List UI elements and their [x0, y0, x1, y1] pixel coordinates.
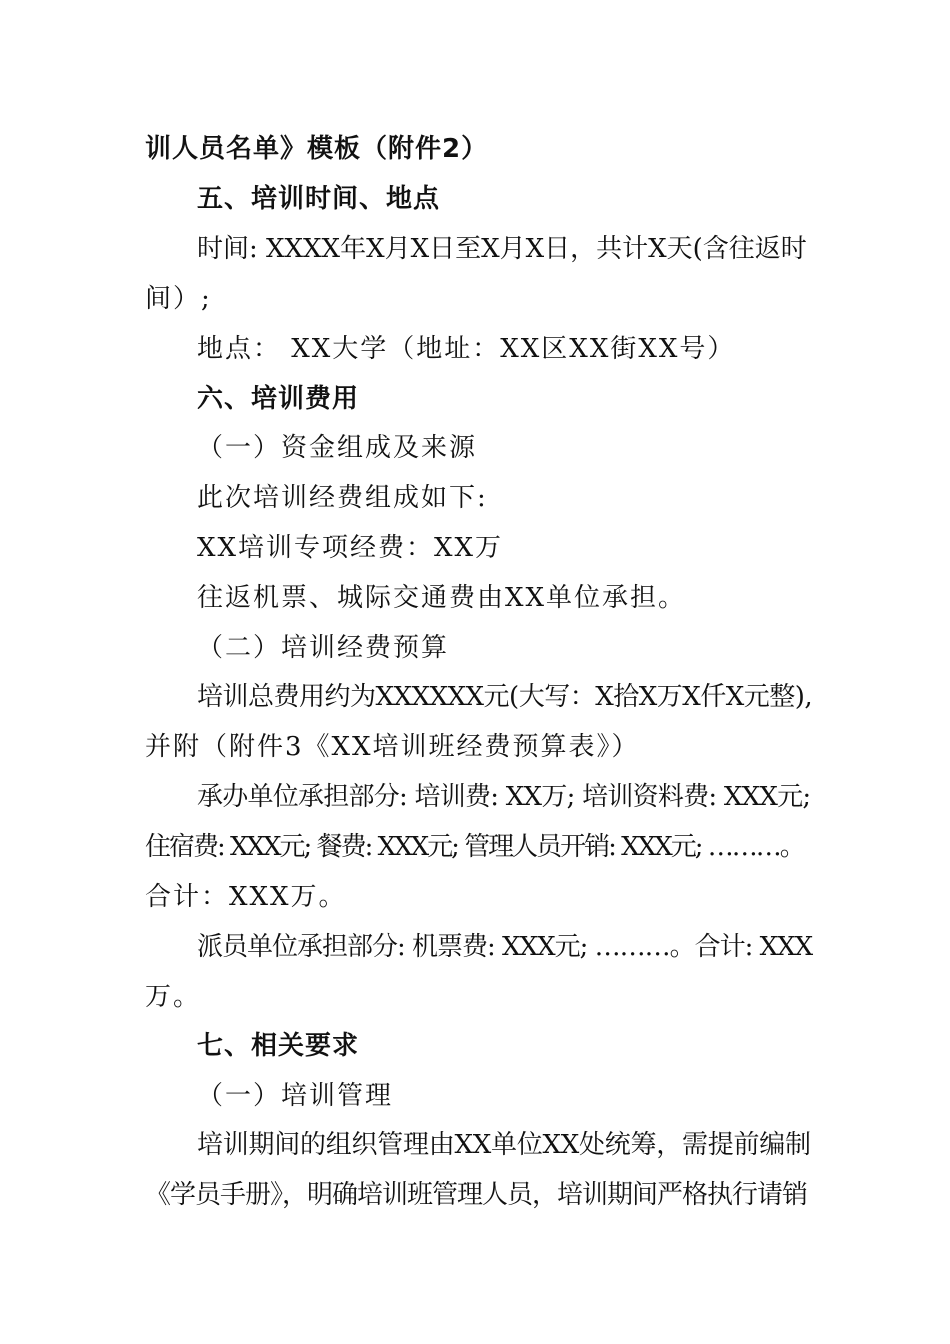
subheading-training-management: （一）培训管理: [197, 1081, 394, 1111]
paragraph-line: 培训总费用约为XXXXXX元(大写：X拾X万X仟X元整),: [197, 682, 813, 712]
section-heading-6: 六、培训费用: [197, 384, 360, 414]
paragraph-line: 往返机票、城际交通费由XX单位承担。: [197, 583, 687, 613]
section-heading-5: 五、培训时间、地点: [197, 184, 441, 214]
time-line: 时间: XXXX年X月X日至X月X日，共计X天(含往返时: [197, 234, 807, 264]
paragraph-line: 培训期间的组织管理由XX单位XX处统筹，需提前编制: [197, 1130, 811, 1160]
paragraph-line: 派员单位承担部分: 机票费: XXX元; ………。合计: XXX: [197, 932, 813, 962]
subheading-budget: （二）培训经费预算: [197, 633, 450, 663]
section-heading-7: 七、相关要求: [197, 1031, 360, 1061]
paragraph-line: 承办单位承担部分: 培训费: XX万; 培训资料费: XXX元;: [197, 782, 811, 812]
paragraph-line: 合计：XXX万。: [145, 882, 347, 912]
location-line: 地点： XX大学（地址：XX区XX街XX号）: [197, 334, 736, 364]
paragraph-line: 万。: [145, 982, 202, 1012]
time-line-continued: 间）;: [145, 284, 212, 314]
heading-continued-line: 训人员名单》模板（附件2）: [145, 134, 489, 164]
subheading-funding-source: （一）资金组成及来源: [197, 433, 478, 463]
paragraph-line: 并附（附件3《XX培训班经费预算表》）: [145, 732, 640, 762]
paragraph-line: 住宿费: XXX元; 餐费: XXX元; 管理人员开销: XXX元; ………。: [145, 832, 804, 862]
paragraph-line: 《学员手册》，明确培训班管理人员，培训期间严格执行请销: [145, 1180, 808, 1210]
paragraph-line: XX培训专项经费：XX万: [197, 533, 504, 563]
paragraph-line: 此次培训经费组成如下:: [197, 483, 488, 513]
